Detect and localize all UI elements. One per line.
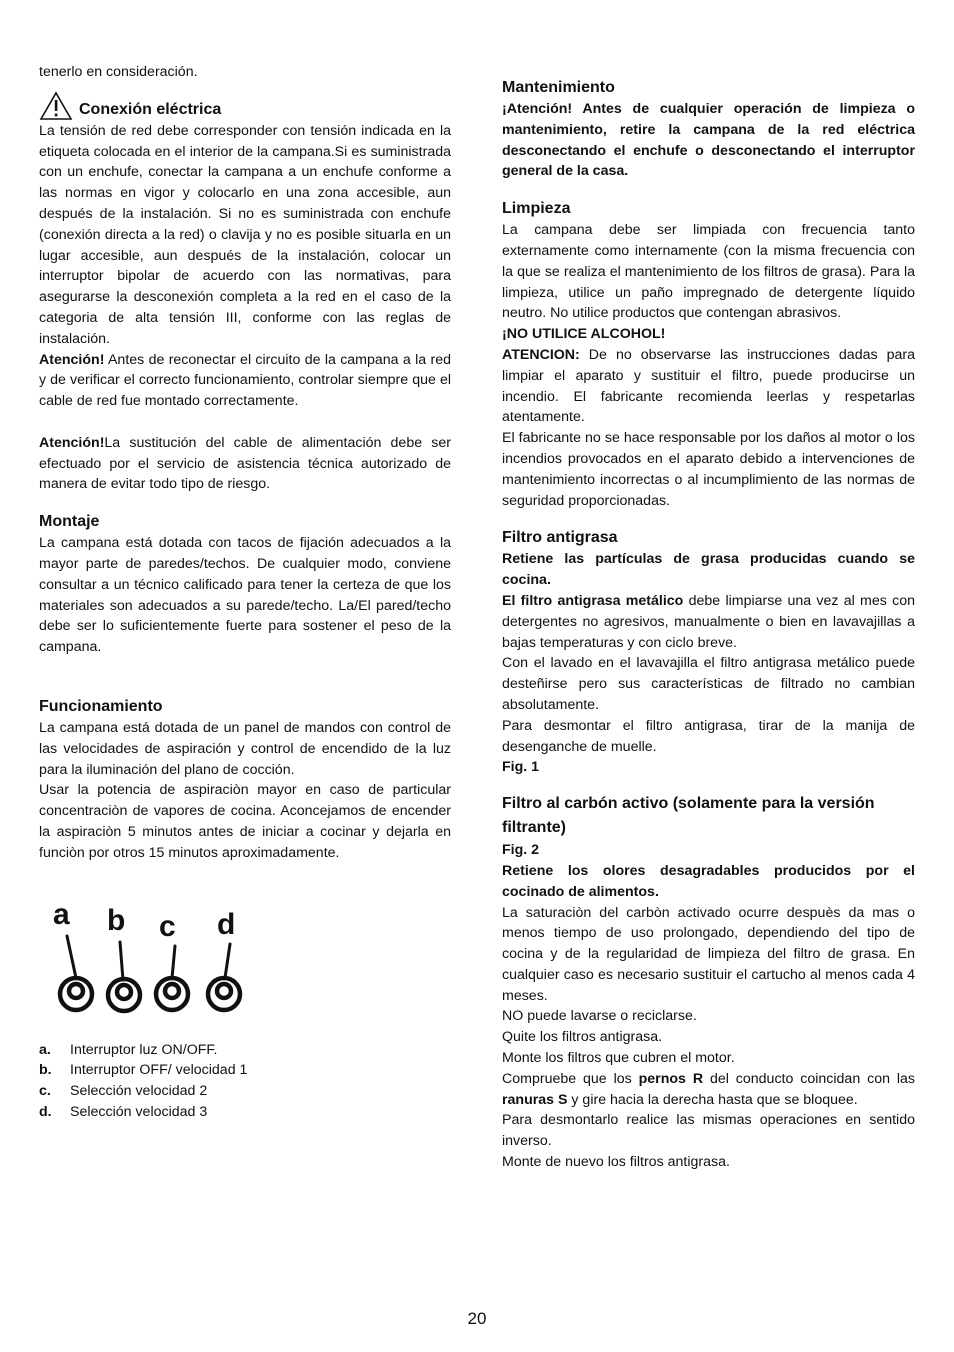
legend-item: b. Interruptor OFF/ velocidad 1 xyxy=(39,1062,248,1079)
knob-label-a: a xyxy=(53,897,70,931)
warning-icon xyxy=(39,91,73,121)
fig1-label: Fig. 1 xyxy=(502,759,540,776)
knob-c xyxy=(156,978,188,1010)
attention-label: Atención! xyxy=(39,351,105,368)
mantenimiento-p1: ¡Atención! Antes de cualquier operación de limpieza o mantenimiento, retire la campana de la red eléctrica desconectando el enchufe o desconectando el interruptor general de la casa. xyxy=(502,101,915,180)
electrical-p1: La tensión de red debe corresponder con tensión indicada en la etiqueta colocada en el interior de la campana.Si es suministrada con un enchufe, conectar la campana a un enchufe conforme a las normas en vigor y colocarlo en una zona accesible, aun después de la instalación. Si no es suministrada con enchufe (conexión directa a la red) o clavija y no es posible situarla en un lugar accesible, aun después de la instalación, colocar un interruptor bipolar de acuerdo con las normativas, para asegurarse la desconexión completa a la red en el caso de la categoria de alta tensión III, conforme con las reglas de instalación. xyxy=(39,122,451,347)
limpieza-p3: ATENCION: De no observarse las instrucciones dadas para limpiar el aparato y sustituir el filtro, puede producirse un incendio. El fabricante recomienda leerlas y respetarlas atentamente. xyxy=(502,346,915,426)
pointer-line xyxy=(225,944,230,978)
pointer-line xyxy=(67,936,76,978)
knob-label-c: c xyxy=(159,909,176,943)
carbon-p3: NO puede lavarse o reciclarse. xyxy=(502,1008,697,1025)
right-column xyxy=(502,0,915,1173)
mantenimiento-title: Mantenimiento xyxy=(502,79,615,96)
montaje-title: Montaje xyxy=(39,513,100,531)
montaje-p1: La campana está dotada con tacos de fijación adecuados a la mayor parte de paredes/techos. De cualquier modo, conviene consultar a un técnico calificado para tener la certeza de que los materiales son adecuados a su parede/techo. La/El pared/techo debe ser lo suficientemente fuerte para sostener el peso de la campana. xyxy=(39,535,451,656)
limpieza-p2: ¡NO UTILICE ALCOHOL! xyxy=(502,326,666,343)
electrical-heading xyxy=(39,91,451,121)
filtro-carbon-title: Filtro al carbón activo (solamente para la versión filtrante) xyxy=(502,795,875,837)
knob-b xyxy=(108,979,140,1011)
pointer-line xyxy=(120,942,123,980)
knob-d xyxy=(208,978,240,1010)
knob-label-b: b xyxy=(107,903,126,937)
limpieza-p1: La campana debe ser limpiada con frecuencia tanto externamente como internamente (con la misma frecuencia con la que se realiza el mantenimiento de los filtros de grasa). Para la limpieza, utilice un paño impregnado de detergente líquido neutro. No utilice productos que contengan abrasivos. xyxy=(502,222,915,322)
limpieza-title: Limpieza xyxy=(502,200,571,218)
controls-legend xyxy=(39,1040,451,1123)
electrical-title: Conexión eléctrica xyxy=(79,100,222,118)
filtro-p1: Retiene las partículas de grasa producidas cuando se cocina. xyxy=(502,551,915,589)
control-panel-figure xyxy=(49,894,269,1024)
carbon-p6: Compruebe que los pernos R del conducto coincidan con las ranuras S y gire hacia la derecha hasta que se bloquee. xyxy=(502,1070,916,1108)
filtro-p2: El filtro antigrasa metálico debe limpiarse una vez al mes con detergentes no agresivos, manualmente o bien en lavavajillas a bajas temperaturas y con ciclo breve. xyxy=(502,592,915,651)
page-number: 20 xyxy=(467,1309,487,1328)
fig2-label: Fig. 2 xyxy=(502,842,540,859)
filtro-antigrasa-title: Filtro antigrasa xyxy=(502,529,618,547)
filtro-p3: Con el lavado en el lavavajilla el filtro antigrasa metálico puede desteñirse pero sus características de filtrado no cambian absolutamente. xyxy=(502,655,915,713)
carbon-p5: Monte los filtros que cubren el motor. xyxy=(502,1050,735,1067)
carbon-p1: Retiene los olores desagradables producidos por el cocinado de alimentos. xyxy=(502,862,915,900)
electrical-p3: Atención!La sustitución del cable de alimentación debe ser efectuado por el servicio de asistencia técnica autorizado de manera de evitar todo tipo de riesgo. xyxy=(39,434,451,493)
knob-label-d: d xyxy=(217,907,236,941)
electrical-p2: Atención! Antes de reconectar el circuito de la campana a la red y de verificar el correcto funcionamiento, controlar siempre que el cable de red fue montado correctamente. xyxy=(39,351,451,410)
attention-label: Atención! xyxy=(39,434,105,451)
funcionamiento-title: Funcionamiento xyxy=(39,697,163,715)
carbon-p2: La saturaciòn del carbòn activado ocurre despuès da mas o menos tiempo de uso prolongado, dependiendo del tipo de cocina y de la regularidad de limpieza del filtro de grasa. En cualquier caso es necesario sustituir el cartucho al menos cada 4 meses. xyxy=(502,904,915,1004)
filtro-p4: Para desmontar el filtro antigrasa, tirar de la manija de desenganche de muelle. xyxy=(502,717,915,755)
funcionamiento-p2: Usar la potencia de aspiraciòn mayor en caso de particular concentraciòn de vapores de cocina. Aconcejamos de encender la aspiraciòn 5 minutos antes de iniciar a cocinar y dejarla en funciòn por otros 15 minutos aproximadamente. xyxy=(39,782,451,861)
limpieza-p4: El fabricante no se hace responsable por los daños al motor o los incendios provocados en el aparato debido a intervenciones de mantenimiento incorrectas o al incumplimiento de las normas de seguridad proporcionadas. xyxy=(502,430,915,509)
carbon-p4: Quite los filtros antigrasa. xyxy=(502,1029,663,1046)
intro-text: tenerlo en consideración. xyxy=(39,64,198,80)
legend-item: a. Interruptor luz ON/OFF. xyxy=(39,1041,218,1058)
left-column xyxy=(39,0,451,1123)
legend-item: d. Selección velocidad 3 xyxy=(39,1103,208,1120)
knob-a xyxy=(60,978,92,1010)
funcionamiento-p1: La campana está dotada de un panel de mandos con control de las velocidades de aspiración y control de encendido de la luz para la iluminación del plano de cocción. xyxy=(39,719,451,778)
carbon-p7: Para desmontarlo realice las mismas operaciones en sentido inverso. xyxy=(502,1112,915,1150)
pointer-line xyxy=(172,946,175,978)
legend-item: c. Selección velocidad 2 xyxy=(39,1083,208,1100)
carbon-p8: Monte de nuevo los filtros antigrasa. xyxy=(502,1154,730,1171)
